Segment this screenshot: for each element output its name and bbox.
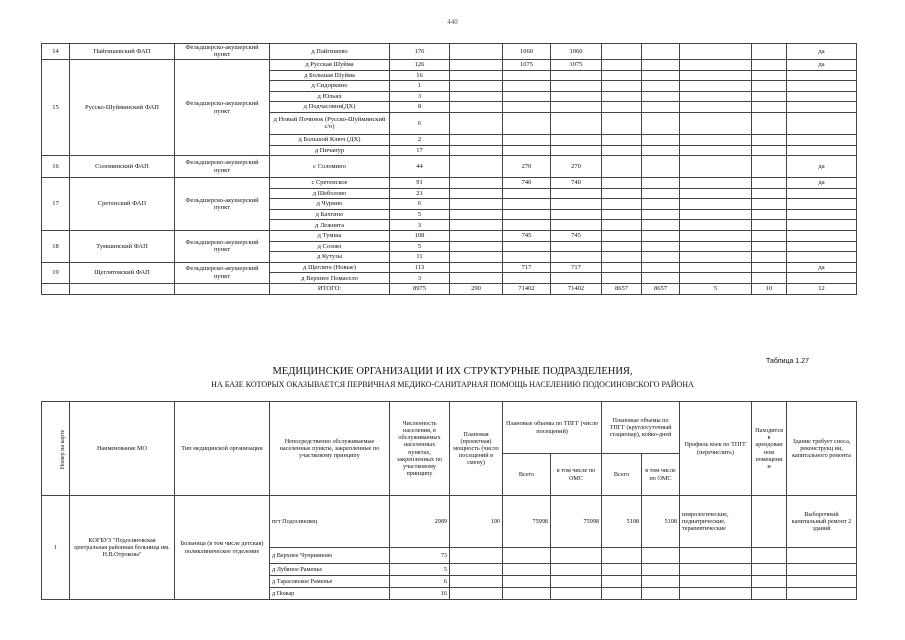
value-cell (680, 241, 752, 252)
value-cell (642, 102, 680, 113)
settlement-name: д Кутузы (270, 252, 390, 263)
value-cell: 740 (503, 178, 551, 189)
value-cell (503, 199, 551, 210)
value-cell (503, 209, 551, 220)
value-cell (503, 134, 551, 145)
value-cell (680, 112, 752, 134)
value-cell (642, 241, 680, 252)
value-cell: 717 (503, 262, 551, 273)
value-cell (450, 220, 503, 231)
value-cell (642, 134, 680, 145)
value-cell (680, 220, 752, 231)
value-cell (602, 178, 642, 189)
settlement-name: д Русская Шуйма (270, 59, 390, 70)
value-cell (642, 91, 680, 102)
value-cell: 270 (551, 156, 602, 178)
table-row (42, 262, 857, 273)
header-profile: Профиль коек по ТПГГ (перечислить) (680, 402, 752, 496)
value-cell (680, 59, 752, 70)
value-cell: 1075 (503, 59, 551, 70)
fap-number: 17 (42, 178, 70, 231)
settlement-name: пгт Подосиновец (270, 496, 390, 548)
value-cell (680, 91, 752, 102)
page-number: 440 (447, 18, 458, 26)
population-value: 8 (390, 102, 450, 113)
value-cell (503, 112, 551, 134)
value-cell: 270 (503, 156, 551, 178)
settlement-name: д Лубяное Раменье (270, 564, 390, 576)
value-cell (752, 209, 787, 220)
value-cell (642, 44, 680, 60)
value-cell (680, 134, 752, 145)
value-cell (787, 102, 857, 113)
table-row (42, 178, 857, 189)
header-hospital: Плановые объемы по ТПГГ (круглосуточный стационар), койко-дней (602, 402, 680, 454)
value-cell (602, 102, 642, 113)
header-type: Тип медицинской организации (175, 402, 270, 496)
total-value: 71402 (551, 284, 602, 295)
building-status: Выборочный капитальный ремонт 2 зданий (787, 496, 857, 548)
settlement-name: д Верхнее Чуприяново (270, 548, 390, 564)
upper-fap-table (41, 43, 857, 295)
value-cell (602, 91, 642, 102)
value-cell (680, 231, 752, 242)
value-cell (503, 102, 551, 113)
value-cell (752, 81, 787, 92)
header-visits-total: Всего (503, 454, 551, 496)
value-cell: 717 (551, 262, 602, 273)
table-row (42, 59, 857, 70)
population-value: 108 (390, 231, 450, 242)
visits-total: 75998 (503, 496, 551, 548)
fap-number: 18 (42, 231, 70, 263)
value-cell (787, 70, 857, 81)
value-cell: да (787, 262, 857, 273)
org-type: Больница (в том числе детская) поликлиническое отделение (175, 496, 270, 600)
population-value: 16 (390, 70, 450, 81)
fap-name: Щеглятовский ФАП (70, 262, 175, 283)
value-cell (602, 188, 642, 199)
fap-name: Сретенский ФАП (70, 178, 175, 231)
value-cell (450, 188, 503, 199)
value-cell (450, 70, 503, 81)
fap-number: 16 (42, 156, 70, 178)
settlement-name: д Шеболово (270, 188, 390, 199)
value-cell (450, 59, 503, 70)
value-cell (642, 145, 680, 156)
value-cell (602, 59, 642, 70)
table-caption: Таблица 1.27 (765, 358, 809, 365)
fap-name: Тумшинский ФАП (70, 231, 175, 263)
value-cell (450, 273, 503, 284)
table-row (42, 231, 857, 242)
value-cell (551, 252, 602, 263)
header-name: Наименование МО (70, 402, 175, 496)
value-cell (503, 252, 551, 263)
value-cell (680, 273, 752, 284)
settlement-name: д Сидоркино (270, 81, 390, 92)
value-cell (787, 134, 857, 145)
fap-type: Фельдшерско-акушерский пункт (175, 178, 270, 231)
total-row (42, 284, 857, 295)
population-value: 6 (390, 199, 450, 210)
value-cell (752, 156, 787, 178)
value-cell (551, 209, 602, 220)
population-value: 73 (390, 548, 450, 564)
value-cell (752, 44, 787, 60)
fap-type: Фельдшерско-акушерский пункт (175, 231, 270, 263)
medical-organizations-table (41, 401, 857, 600)
value-cell (551, 199, 602, 210)
value-cell: да (787, 59, 857, 70)
value-cell (503, 91, 551, 102)
settlement-name: д Большая Шуйма (270, 70, 390, 81)
population-value: 2 (390, 134, 450, 145)
population-value: 176 (390, 44, 450, 60)
population-value: 6 (390, 112, 450, 134)
header-served: Непосредственно обслуживаемые населенные пункты, закрепленные по участковому принципу (270, 402, 390, 496)
value-cell: 1060 (503, 44, 551, 60)
value-cell (752, 231, 787, 242)
population-value: 11 (390, 252, 450, 263)
header-no: Номер на карте (42, 402, 70, 496)
value-cell (642, 199, 680, 210)
capacity-value: 190 (450, 496, 503, 548)
settlement-name: д Пожар (270, 588, 390, 600)
value-cell (602, 262, 642, 273)
population-value: 2989 (390, 496, 450, 548)
value-cell (642, 81, 680, 92)
value-cell (680, 188, 752, 199)
population-value: 5 (390, 209, 450, 220)
org-name: КОГБУЗ "Подосиновская центральная районная больница им. Н.В.Отрокова" (70, 496, 175, 600)
value-cell (602, 220, 642, 231)
header-population: Численность населения, в обслуживаемых населенных пунктах, закрепленных по участковому принципу (390, 402, 450, 496)
population-value: 3 (390, 91, 450, 102)
value-cell (642, 59, 680, 70)
value-cell (602, 44, 642, 60)
value-cell (787, 81, 857, 92)
value-cell: 1075 (551, 59, 602, 70)
value-cell (602, 252, 642, 263)
value-cell (551, 91, 602, 102)
population-value: 113 (390, 262, 450, 273)
population-value: 44 (390, 156, 450, 178)
value-cell (503, 273, 551, 284)
value-cell (752, 145, 787, 156)
header-capacity: Плановая (проектная) мощность (число посещений в смену) (450, 402, 503, 496)
value-cell (551, 134, 602, 145)
value-cell (602, 134, 642, 145)
total-value: 8975 (390, 284, 450, 295)
settlement-name: с Сретенское (270, 178, 390, 189)
population-value: 16 (390, 588, 450, 600)
table-row (42, 44, 857, 60)
value-cell (680, 199, 752, 210)
value-cell (450, 81, 503, 92)
value-cell (602, 231, 642, 242)
value-cell (450, 252, 503, 263)
value-cell (642, 188, 680, 199)
settlement-name: д Новый Починок (Русско-Шуйминский с/о) (270, 112, 390, 134)
value-cell (450, 199, 503, 210)
table-title: МЕДИЦИНСКИЕ ОРГАНИЗАЦИИ И ИХ СТРУКТУРНЫЕ ПОДРАЗДЕЛЕНИЯ, (272, 366, 633, 377)
value-cell (602, 199, 642, 210)
fap-type: Фельдшерско-акушерский пункт (175, 262, 270, 283)
value-cell (503, 188, 551, 199)
hosp-total: 5108 (602, 496, 642, 548)
settlement-name: д Созояз (270, 241, 390, 252)
fap-number: 14 (42, 44, 70, 60)
value-cell (787, 209, 857, 220)
value-cell (642, 252, 680, 263)
header-hosp-total: Всего (602, 454, 642, 496)
value-cell (503, 220, 551, 231)
value-cell (450, 145, 503, 156)
value-cell (450, 241, 503, 252)
settlement-name: д Бахтино (270, 209, 390, 220)
value-cell (787, 188, 857, 199)
value-cell (642, 273, 680, 284)
value-cell (450, 102, 503, 113)
value-cell (752, 134, 787, 145)
table-row (42, 156, 857, 178)
total-label: ИТОГО: (270, 284, 390, 295)
settlement-name: д Верхнее Помасело (270, 273, 390, 284)
settlement-name: д Щеглята (Новые) (270, 262, 390, 273)
value-cell (450, 156, 503, 178)
value-cell (503, 81, 551, 92)
population-value: 3 (390, 220, 450, 231)
settlement-name: д Подчасовни(ДХ) (270, 102, 390, 113)
value-cell (551, 70, 602, 81)
value-cell: да (787, 178, 857, 189)
settlement-name: д Лежнята (270, 220, 390, 231)
value-cell: 1060 (551, 44, 602, 60)
value-cell: 745 (551, 231, 602, 242)
value-cell (787, 91, 857, 102)
value-cell (680, 252, 752, 263)
value-cell: 740 (551, 178, 602, 189)
value-cell (787, 145, 857, 156)
value-cell (551, 112, 602, 134)
fap-type: Фельдшерско-акушерский пункт (175, 59, 270, 155)
value-cell (551, 273, 602, 284)
value-cell (752, 91, 787, 102)
settlement-name: с Соломино (270, 156, 390, 178)
value-cell (450, 262, 503, 273)
total-value: 8657 (642, 284, 680, 295)
value-cell: да (787, 44, 857, 60)
header-visits-oms: в том числе по ОМС (551, 454, 602, 496)
value-cell (642, 220, 680, 231)
hosp-oms: 5108 (642, 496, 680, 548)
value-cell (551, 81, 602, 92)
value-cell (642, 178, 680, 189)
fap-number: 15 (42, 59, 70, 155)
value-cell (602, 209, 642, 220)
header-row (42, 402, 857, 454)
settlement-name: д Тарасовское Раменье (270, 576, 390, 588)
settlement-name: д Большой Ключ (ДХ) (270, 134, 390, 145)
value-cell (752, 199, 787, 210)
value-cell (680, 70, 752, 81)
population-value: 5 (390, 241, 450, 252)
settlement-name: д Чурино (270, 199, 390, 210)
population-value: 6 (390, 576, 450, 588)
value-cell (450, 209, 503, 220)
value-cell (680, 178, 752, 189)
value-cell (787, 231, 857, 242)
fap-number: 19 (42, 262, 70, 283)
value-cell (642, 209, 680, 220)
value-cell (680, 44, 752, 60)
value-cell (450, 91, 503, 102)
value-cell (752, 241, 787, 252)
value-cell (680, 209, 752, 220)
value-cell (680, 262, 752, 273)
value-cell (752, 112, 787, 134)
value-cell (752, 188, 787, 199)
value-cell (680, 102, 752, 113)
settlement-name: д Тумша (270, 231, 390, 242)
value-cell (752, 262, 787, 273)
value-cell (450, 231, 503, 242)
value-cell (503, 241, 551, 252)
fap-name: Соломинский ФАП (70, 156, 175, 178)
value-cell (787, 112, 857, 134)
total-value: 8657 (602, 284, 642, 295)
total-value: 71402 (503, 284, 551, 295)
total-value: 5 (680, 284, 752, 295)
population-value: 1 (390, 81, 450, 92)
value-cell (642, 112, 680, 134)
header-hosp-oms: в том числе по ОМС (642, 454, 680, 496)
value-cell: 745 (503, 231, 551, 242)
value-cell (752, 102, 787, 113)
population-value: 5 (390, 564, 450, 576)
header-visits: Плановые объемы по ТПГГ (число посещений) (503, 402, 602, 454)
value-cell (680, 145, 752, 156)
fap-type: Фельдшерско-акушерский пункт (175, 44, 270, 60)
rent-value (752, 496, 787, 548)
visits-oms: 75998 (551, 496, 602, 548)
header-rent: Находится в арендован ном помещени и (752, 402, 787, 496)
value-cell (602, 112, 642, 134)
value-cell: да (787, 156, 857, 178)
table-row (42, 496, 857, 548)
population-value: 126 (390, 59, 450, 70)
fap-name: Пайгишевский ФАП (70, 44, 175, 60)
table-subtitle: НА БАЗЕ КОТОРЫХ ОКАЗЫВАЕТСЯ ПЕРВИЧНАЯ МЕДИКО-САНИТАРНАЯ ПОМОЩЬ НАСЕЛЕНИЮ ПОДОСИНОВСКОГО РАЙОНА (211, 380, 694, 389)
value-cell (551, 102, 602, 113)
value-cell (450, 44, 503, 60)
value-cell (752, 178, 787, 189)
value-cell (602, 81, 642, 92)
value-cell (503, 145, 551, 156)
value-cell (642, 231, 680, 242)
total-value: 10 (752, 284, 787, 295)
value-cell (752, 59, 787, 70)
value-cell (551, 241, 602, 252)
value-cell (602, 145, 642, 156)
header-building: Здание требует сноса, реконструкц ии, капитального ремонта (787, 402, 857, 496)
value-cell (752, 252, 787, 263)
value-cell (642, 262, 680, 273)
total-value: 290 (450, 284, 503, 295)
value-cell (450, 112, 503, 134)
fap-type: Фельдшерско-акушерский пункт (175, 156, 270, 178)
value-cell (503, 70, 551, 81)
value-cell (642, 156, 680, 178)
value-cell (551, 220, 602, 231)
settlement-name: д Пайгишево (270, 44, 390, 60)
value-cell (752, 70, 787, 81)
settlement-name: д Пичанур (270, 145, 390, 156)
value-cell (551, 188, 602, 199)
population-value: 17 (390, 145, 450, 156)
bed-profile: неврологические, педиатрические, терапевтические (680, 496, 752, 548)
value-cell (787, 273, 857, 284)
population-value: 21 (390, 188, 450, 199)
value-cell (752, 220, 787, 231)
value-cell (602, 241, 642, 252)
value-cell (450, 178, 503, 189)
value-cell (602, 156, 642, 178)
population-value: 3 (390, 273, 450, 284)
value-cell (787, 241, 857, 252)
value-cell (602, 70, 642, 81)
total-value: 12 (787, 284, 857, 295)
value-cell (450, 134, 503, 145)
value-cell (551, 145, 602, 156)
value-cell (642, 70, 680, 81)
value-cell (602, 273, 642, 284)
population-value: 91 (390, 178, 450, 189)
value-cell (787, 199, 857, 210)
value-cell (787, 252, 857, 263)
settlement-name: д Юльял (270, 91, 390, 102)
value-cell (752, 273, 787, 284)
value-cell (787, 220, 857, 231)
fap-name: Русско-Шуйминский ФАП (70, 59, 175, 155)
value-cell (680, 156, 752, 178)
value-cell (680, 81, 752, 92)
org-number: 1 (42, 496, 70, 600)
